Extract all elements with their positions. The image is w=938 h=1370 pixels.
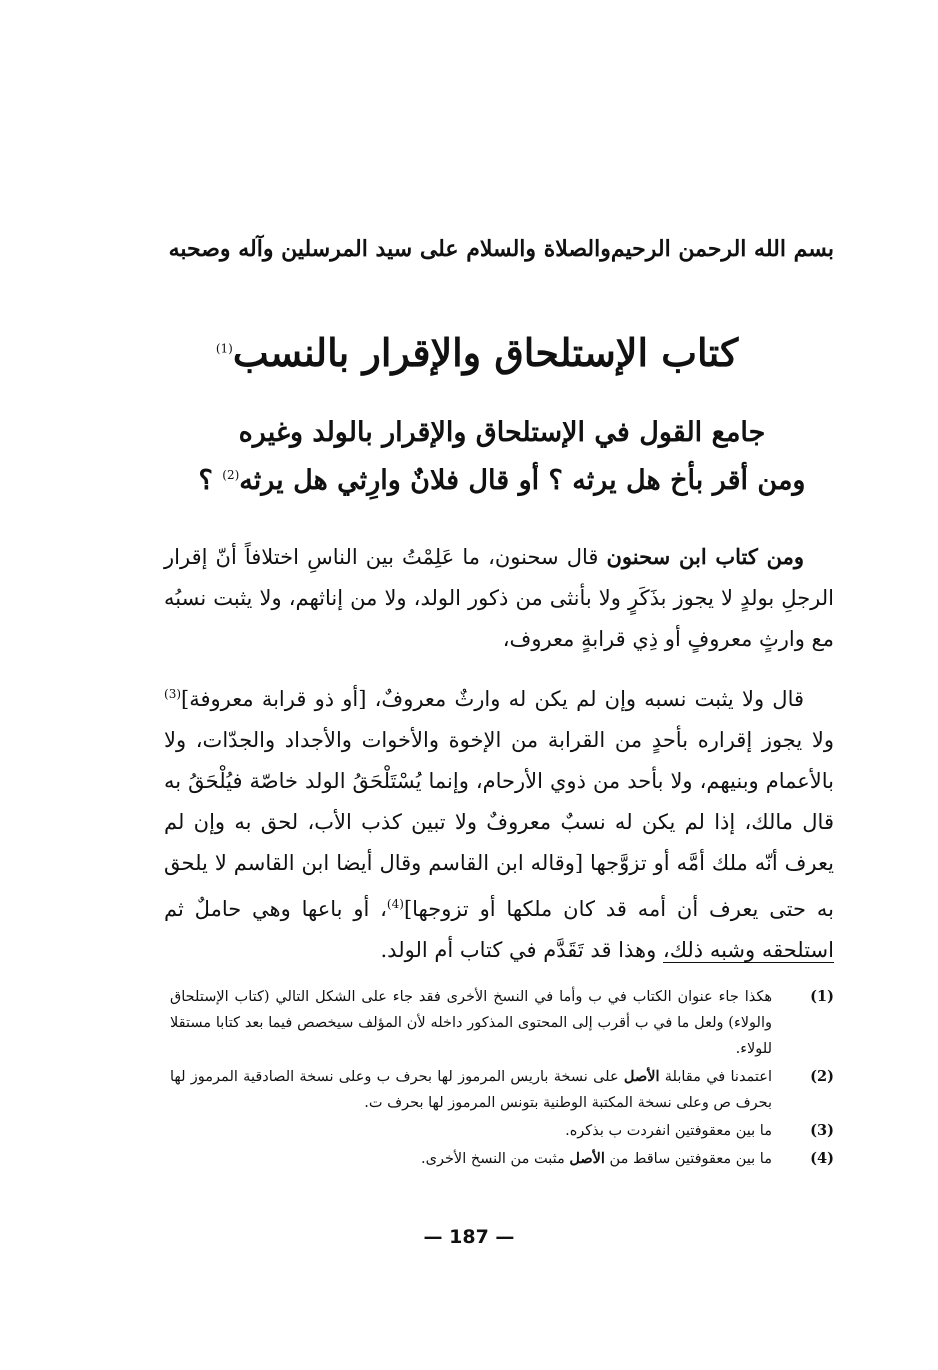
footnote-text <box>170 1146 772 1172</box>
footnotes-section <box>170 984 834 1174</box>
source-reference: ومن كتاب ابن سحنون <box>606 544 804 569</box>
footnote-3 <box>170 1118 834 1144</box>
footnote-text: ما بين معقوفتين انفردت ب بذكره. <box>565 1123 772 1139</box>
footnote-number: (3) <box>810 1122 834 1139</box>
footnote-1 <box>170 984 834 1062</box>
footnote-text-a: ما بين معقوفتين ساقط من <box>604 1151 772 1167</box>
chapter-title-line-1: جامع القول في الإستلحاق والإقرار بالولد وغيره <box>238 417 766 448</box>
footnote-bold-term: الأصل <box>569 1150 605 1167</box>
paragraph-2-text-c: ، أو باعها وهي حاملٌ ثم <box>164 897 387 921</box>
underlined-phrase: استلحقه وشبه ذلك، <box>662 938 834 962</box>
footnote-number: (2) <box>810 1068 834 1085</box>
page-number: — 187 — <box>423 1226 515 1248</box>
basmala-header <box>170 236 834 262</box>
paragraph-1 <box>164 536 834 660</box>
paragraph-2-text-b: ولا يجوز إقراره بأحدٍ من القرابة من الإخوة والأخوات والأجداد والجدّات، ولا بالأعمام وبنيهم، ولا بأحد من ذوي الأرحام، وإنما يُسْتَلْحَقُ الولد خاصّة فيُلْحَقُ به قال مالك، إذا لم يكن له نسبٌ معروفٌ ولا تبين كذب الأب، لحق به وإن لم يعرف أنّه ملك أمَّه أو تزوَّجها [وقاله ابن القاسم وقال أيضا ابن القاسم لا يلحق به حتى يعرف أن أمه قد كان ملكها أو تزوجها] <box>164 728 834 921</box>
chapter-title <box>170 412 834 502</box>
paragraph-2-footnote-ref-3[interactable]: (3) <box>164 687 182 701</box>
footnote-text-a: اعتمدنا في مقابلة <box>659 1069 772 1085</box>
salutation: والصلاة والسلام على سيد المرسلين وآله وصحبه <box>168 236 611 262</box>
book-title-text: كتاب الإستلحاق والإقرار بالنسب <box>232 330 739 375</box>
footnote-number: (1) <box>810 988 834 1005</box>
paragraph-2-text-d: وهذا قد تَقَدَّم في كتاب أم الولد. <box>380 938 663 962</box>
paragraph-2 <box>164 674 834 971</box>
body-text <box>164 536 834 971</box>
paragraph-1-text: قال سحنون، ما عَلِمْتُ بين الناسِ اختلافاً أنّ إقرار الرجلِ بولدٍ لا يجوز بذَكَرٍ ولا بأنثى من ذكور الولد، ولا من إناثهم، ولا يثبت نسبُه مع وارثٍ معروفٍ أو ذِي قرابةٍ معروف، <box>164 545 834 651</box>
footnote-2 <box>170 1064 834 1116</box>
basmala: بسم الله الرحمن الرحيم <box>610 236 834 262</box>
footnote-text-b: مثبت من النسخ الأخرى. <box>421 1151 570 1167</box>
footnote-text <box>170 1064 772 1116</box>
chapter-title-line-2 <box>170 454 834 502</box>
book-title <box>120 330 834 375</box>
chapter-title-footnote-ref[interactable]: (2) <box>222 468 240 482</box>
footnote-number: (4) <box>810 1150 834 1167</box>
book-title-footnote-ref[interactable]: (1) <box>215 341 233 356</box>
paragraph-2-footnote-ref-4[interactable]: (4) <box>386 897 404 911</box>
footnote-4 <box>170 1146 834 1172</box>
footnote-bold-term: الأصل <box>623 1068 660 1085</box>
footnote-text: هكذا جاء عنوان الكتاب في ب وأما في النسخ الأخرى فقد جاء على الشكل التالي (كتاب الإستلحاق والولاء) ولعل ما في ب أقرب إلى المحتوى المذكور داخله لأن المؤلف سيخصص فيما بعد كتابا مستقلا للولاء. <box>170 989 772 1057</box>
paragraph-2-text-a: قال ولا يثبت نسبه وإن لم يكن له وارثٌ معروفٌ، [أو ذو قرابة معروفة] <box>181 687 804 711</box>
chapter-title-line-2-text: ومن أقر بأخ هل يرثه ؟ أو قال فلانٌ وارِثي هل يرثه <box>239 465 806 496</box>
footnote-text-b: على نسخة باريس المرموز لها بحرف ب وعلى نسخة الصادقية المرموز لها بحرف ص وعلى نسخة المكتبة الوطنية بتونس المرموز لها بحرف ت. <box>170 1069 772 1111</box>
chapter-title-line-2-end: ؟ <box>198 465 223 496</box>
